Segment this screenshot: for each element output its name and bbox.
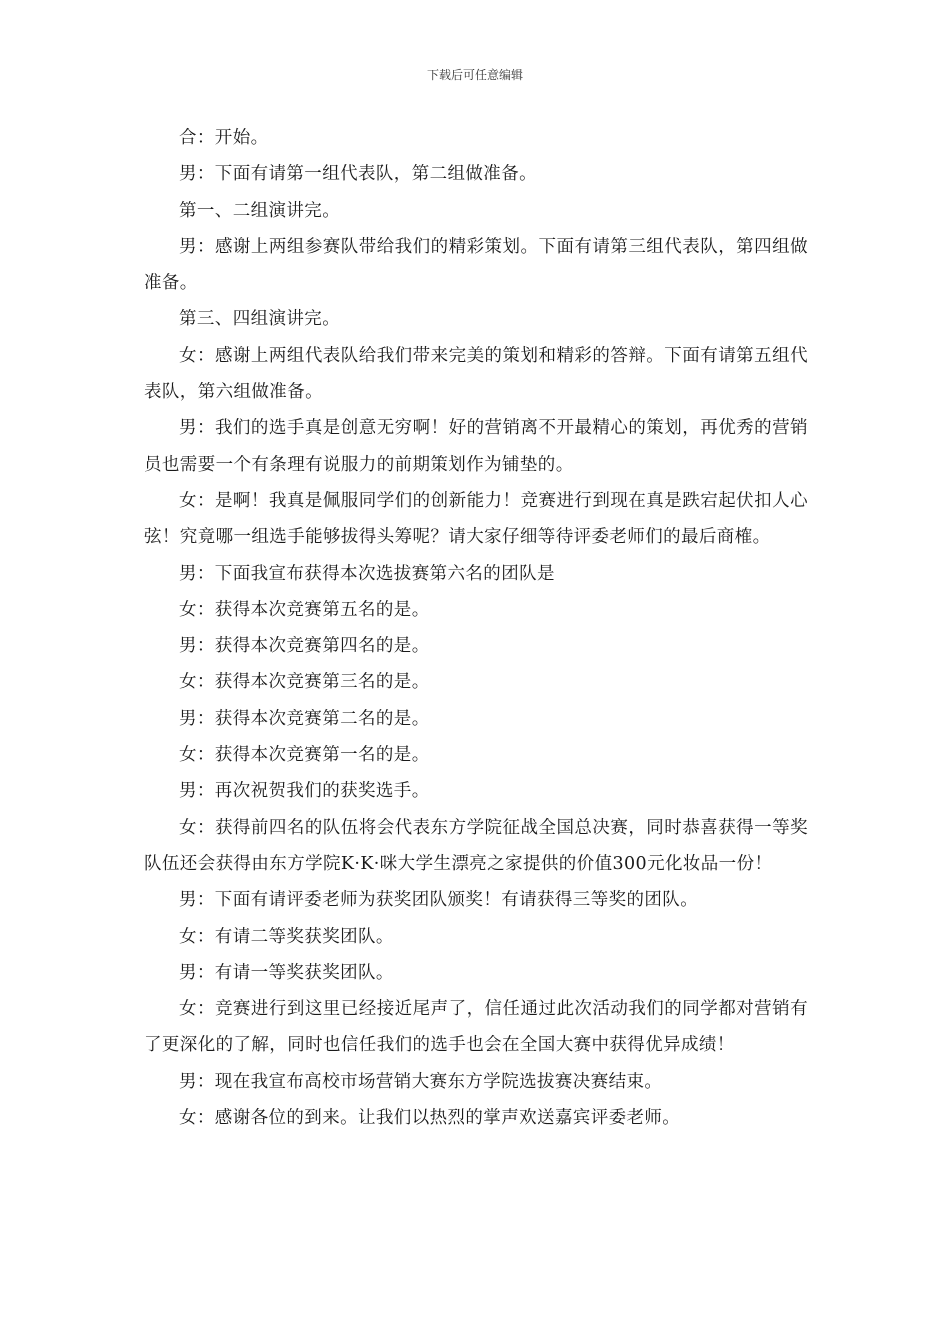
paragraph: 男：再次祝贺我们的获奖选手。 xyxy=(179,781,430,802)
paragraph: 女：获得本次竞赛第五名的是。 xyxy=(179,599,430,620)
paragraph: 男：我们的选手真是创意无穷啊！好的营销离不开最精心的策划，再优秀的营销员也需要一个有条理有说服力的前期策划作为铺垫的。 xyxy=(144,418,808,475)
paragraph: 合：开始。 xyxy=(179,128,269,148)
paragraph: 女：是啊！我真是佩服同学们的创新能力！竞赛进行到现在真是跌宕起伏扣人心弦！究竟哪一组选手能够拔得头筹呢？请大家仔细等待评委老师们的最后商榷。 xyxy=(144,490,808,548)
paragraph: 男：有请一等奖获奖团队。 xyxy=(179,962,394,983)
paragraph: 男：下面我宣布获得本次选拔赛第六名的团队是 xyxy=(179,563,555,584)
paragraph: 男：获得本次竞赛第四名的是。 xyxy=(179,636,430,657)
paragraph: 女：竞赛进行到这里已经接近尾声了，信任通过此次活动我们的同学都对营销有了更深化的了解，同时也信任我们的选手也会在全国大赛中获得优异成绩！ xyxy=(144,999,808,1056)
document-body xyxy=(144,120,808,1136)
paragraph: 女：感谢各位的到来。让我们以热烈的掌声欢送嘉宾评委老师。 xyxy=(179,1108,681,1129)
paragraph: 女：获得本次竞赛第一名的是。 xyxy=(179,745,430,766)
paragraph: 第一、二组演讲完。 xyxy=(179,200,341,221)
paragraph: 女：获得本次竞赛第三名的是。 xyxy=(179,672,430,693)
paragraph: 第三、四组演讲完。 xyxy=(179,309,341,330)
paragraph: 女：感谢上两组代表队给我们带来完美的策划和精彩的答辩。下面有请第五组代表队，第六组做准备。 xyxy=(144,345,808,403)
paragraph: 男：获得本次竞赛第二名的是。 xyxy=(179,708,430,729)
page-header: 下载后可任意编辑 xyxy=(426,68,523,82)
paragraph: 男：下面有请第一组代表队，第二组做准备。 xyxy=(179,164,537,185)
paragraph: 女：有请二等奖获奖团队。 xyxy=(179,926,394,947)
paragraph: 女：获得前四名的队伍将会代表东方学院征战全国总决赛，同时恭喜获得一等奖队伍还会获得由东方学院K·K·咪大学生漂亮之家提供的价值300元化妆品一份！ xyxy=(144,817,808,874)
paragraph: 男：感谢上两组参赛队带给我们的精彩策划。下面有请第三组代表队，第四组做准备。 xyxy=(144,236,808,294)
paragraph: 男：下面有请评委老师为获奖团队颁奖！有请获得三等奖的团队。 xyxy=(179,890,699,911)
paragraph: 男：现在我宣布高校市场营销大赛东方学院选拔赛决赛结束。 xyxy=(179,1071,663,1092)
